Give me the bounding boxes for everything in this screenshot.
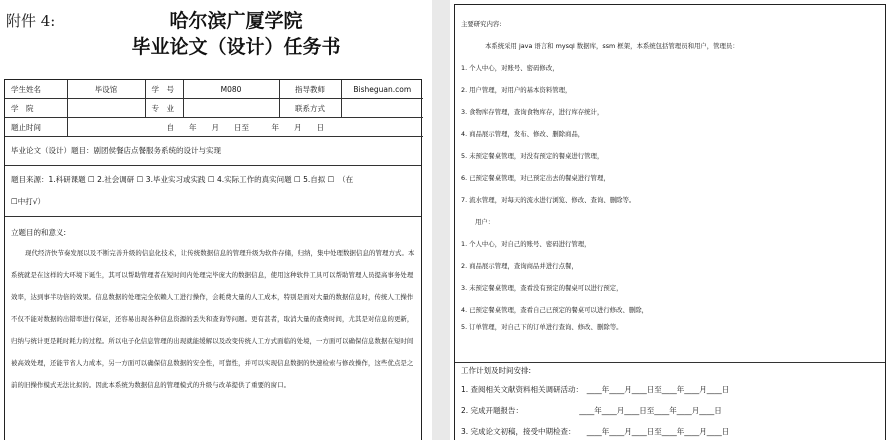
work-plan-heading: 工作计划及时间安排: xyxy=(461,366,532,375)
task-book-form xyxy=(4,79,422,440)
major-value xyxy=(183,99,279,118)
user-item: 5. 订单管理，对自己下的订单进行查询、修改、删除等。 xyxy=(461,323,623,331)
college-label: 学 院 xyxy=(5,99,67,118)
research-content-form xyxy=(454,4,886,440)
admin-item: 2. 用户管理，对用户的基本资料管理， xyxy=(461,86,572,94)
task-book-page-1 xyxy=(0,0,432,440)
admin-item: 7. 流水管理，对每天的流水进行浏览、修改、查询、删除等。 xyxy=(461,196,636,204)
task-book-page-2 xyxy=(450,0,888,440)
advisor-value: Bisheguan.com xyxy=(341,80,423,99)
info-row-1 xyxy=(5,80,423,99)
user-item: 4. 已预定餐桌管理，查看自己已预定的餐桌可以进行修改、删除， xyxy=(461,306,649,314)
topic-source xyxy=(5,166,421,217)
purpose-paragraph: 现代经济快节奏发展以及不断完善升级的信息化技术，让传统数据信息的管理升级为软件存储，归纳，集中处理数据信息的管理方式。本系统就是在这样的大环境下诞生，其可以帮助管理者在短时间内处理完毕庞大的数据信息，使用这种软件工具可以帮助管理人员提高事务处理效率，达到事半功倍的效果。信息数据的处理完全依赖人工进行操作，会耗费大量的人工成本，特别是面对大量的数据信息时，传统人工操作不仅不能对数据的出错率进行保证，还容易出现各种信息资源的丢失和查询等问题。更有甚者，取消大量的查费时间，尤其是对信息的更新，归纳与统计更是耗时耗力的过程。所以电子化信息管理的出现就能缓解以及改变传统人工方式面临的处境，一方面可以确保信息数据在短时间被高效处理，还能节省人力成本，另一方面可以确保信息数据的安全性，可靠性，并可以实现信息数据的快速检索与修改操作，这些优点是之前的旧操作模式无法比拟的。因此本系统为数据信息的管理模式的升级与改革提供了重要的窗口。 xyxy=(11,249,415,389)
admin-item: 4. 商品展示管理，发布、修改、删除商品， xyxy=(461,130,585,138)
info-row-2 xyxy=(5,99,423,118)
major-label: 专 业 xyxy=(145,99,183,118)
contact-label: 联系方式 xyxy=(279,99,341,118)
work-plan-item: 3. 完成论文初稿，接受中期检查： ____年____月____日至____年____月____日 xyxy=(461,427,730,436)
admin-item: 5. 未预定餐桌管理，对没有预定的餐桌进行管理， xyxy=(461,152,604,160)
topic-source-line-2: ☐中打√） xyxy=(11,197,46,206)
work-plan-item: 2. 完成开题报告： ____年____月____日至____年____月____日 xyxy=(461,406,722,415)
user-heading: 用户： xyxy=(475,218,495,226)
user-item: 2. 商品展示管理，查询商品并进行点餐， xyxy=(461,262,578,270)
page-gap xyxy=(432,0,450,440)
period-label: 题止时间 xyxy=(5,118,67,137)
work-plan-item: 1. 查阅相关文献资料相关调研活动： ____年____月____日至____年____月____日 xyxy=(461,385,730,394)
student-name-value: 毕设馆 xyxy=(67,80,145,99)
research-content-intro: 本系统采用 java 语言和 mysql 数据库，ssm 框架，本系统包括管理员和用户，管理员： xyxy=(485,42,739,50)
info-row-3 xyxy=(5,118,423,137)
user-item: 3. 未预定餐桌管理，查看没有预定的餐桌可以进行预定， xyxy=(461,284,623,292)
college-value xyxy=(67,99,145,118)
research-content-heading: 主要研究内容: xyxy=(461,20,502,28)
admin-item: 3. 食物库存管理，查询食物库存，进行库存统计， xyxy=(461,108,604,116)
advisor-label: 指导教师 xyxy=(279,80,341,99)
student-id-value: M080 xyxy=(183,80,279,99)
period-value: 自 年 月 日至 年 月 日 xyxy=(67,118,423,137)
student-name-label: 学生姓名 xyxy=(5,80,67,99)
student-id-label: 学 号 xyxy=(145,80,183,99)
contact-value xyxy=(341,99,423,118)
admin-item: 1. 个人中心，对账号、密码修改， xyxy=(461,64,559,72)
topic-title-line: 毕业论文（设计）题目：剧团侯餐店点餐服务系统的设计与实现 xyxy=(5,137,421,166)
annex-label: 附件 4: xyxy=(6,12,56,30)
purpose-heading: 立题目的和意义: xyxy=(11,228,67,237)
user-item: 1. 个人中心，对自己的账号、密码进行管理， xyxy=(461,240,591,248)
admin-item: 6. 已预定餐桌管理，对已预定出去的餐桌进行管理， xyxy=(461,174,610,182)
school-name: 哈尔滨广厦学院 xyxy=(169,10,303,32)
student-info-table xyxy=(5,80,423,137)
document-title: 毕业论文（设计）任务书 xyxy=(131,36,341,58)
topic-source-line-1: 题目来源：1.科研课题 ☐ 2.社会调研 ☐ 3.毕业实习或实践 ☐ 4.实际工作的真实问题 ☐ 5.自拟 ☐ （在 xyxy=(11,175,354,184)
work-plan-section xyxy=(455,362,885,440)
